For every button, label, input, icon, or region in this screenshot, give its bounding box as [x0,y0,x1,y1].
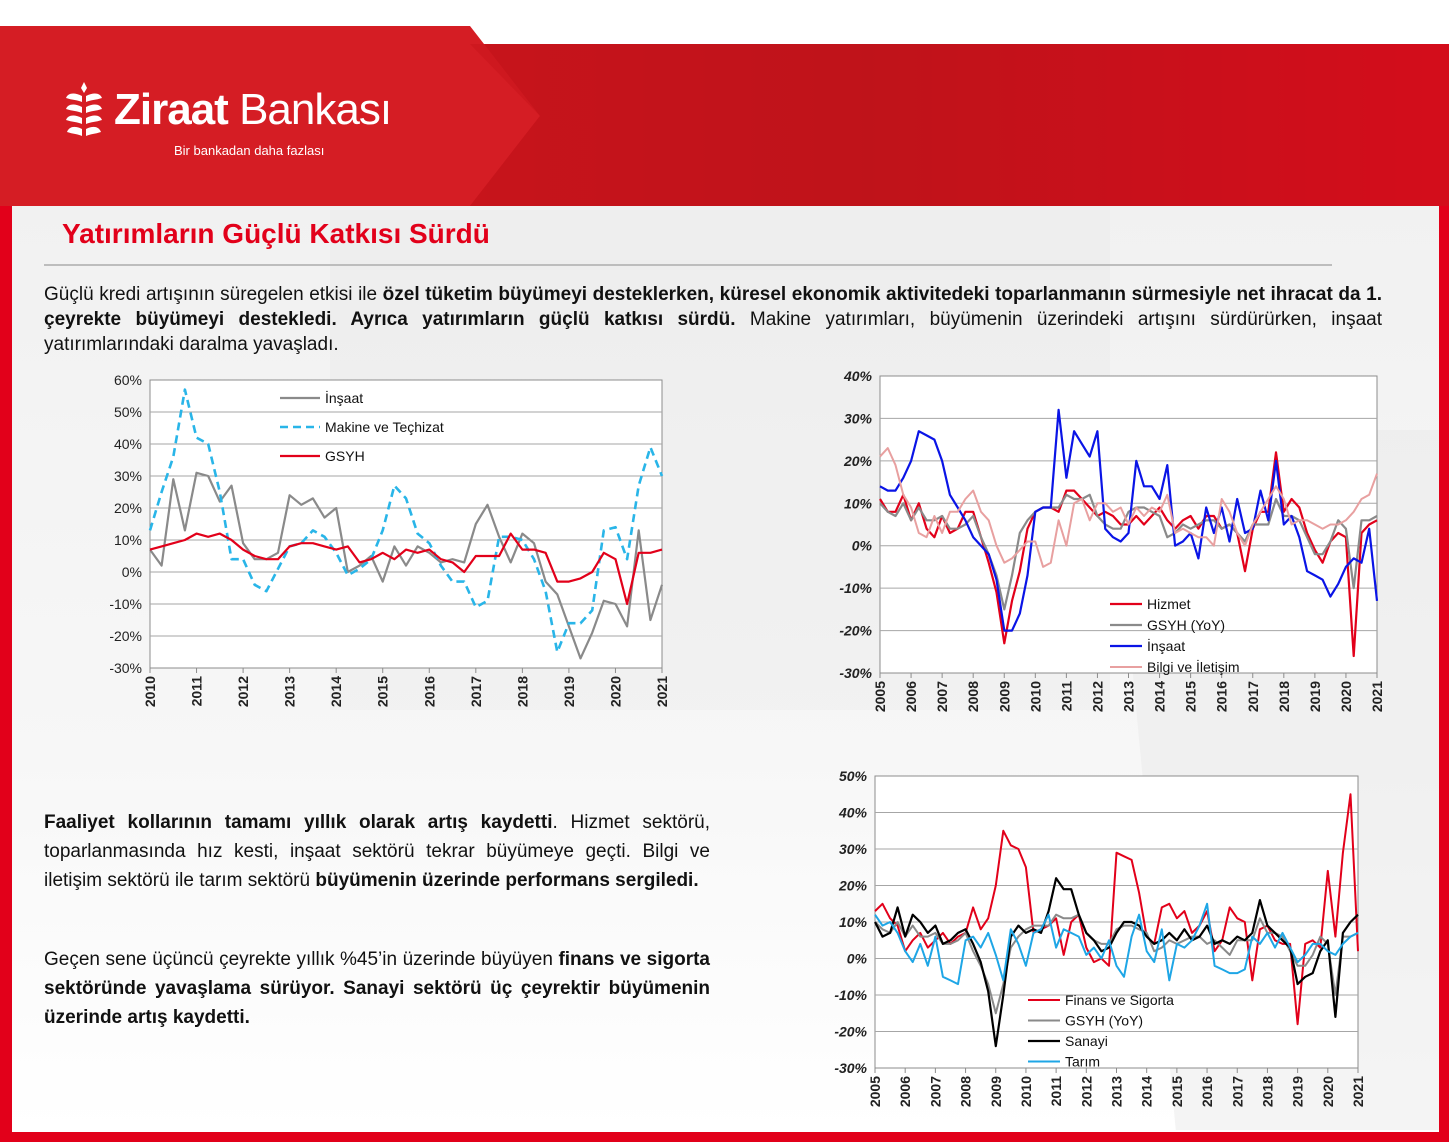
y-tick-label: -10% [834,987,867,1003]
x-tick-label: 2008 [965,681,982,713]
x-tick-label: 2021 [654,676,670,708]
y-tick-label: 40% [843,368,872,384]
y-tick-label: 10% [838,914,867,930]
y-tick-label: 0% [851,537,872,554]
y-tick-label: 30% [113,468,142,484]
y-tick-label: -20% [109,628,142,644]
legend-label: Hizmet [1147,596,1191,612]
x-tick-label: 2014 [328,676,345,708]
x-tick-label: 2011 [188,676,205,707]
x-tick-label: 2016 [1213,681,1230,713]
x-tick-label: 2013 [1108,1076,1125,1108]
legend-label: İnşaat [325,390,364,406]
x-tick-label: 2014 [1151,681,1168,713]
intro-text: Güçlü kredi artışının süregelen etkisi ile [44,284,383,305]
x-tick-label: 2005 [872,681,888,713]
y-tick-label: 50% [838,768,867,784]
x-tick-label: 2017 [467,676,484,708]
x-tick-label: 2006 [897,1076,914,1108]
x-tick-label: 2009 [996,681,1013,713]
x-tick-label: 2012 [1078,1076,1095,1108]
y-tick-label: -10% [109,596,142,612]
x-tick-label: 2007 [927,1076,944,1108]
y-tick-label: 30% [843,410,872,427]
x-tick-label: 2014 [1138,1076,1155,1108]
y-tick-label: -20% [839,622,872,639]
x-tick-label: 2015 [1182,681,1199,713]
y-tick-label: 50% [113,404,142,420]
y-tick-label: 0% [846,950,867,967]
frame-border-right [1439,200,1449,1142]
brand-logo [64,80,391,140]
para-text-bold: Faaliyet kollarının tamamı yıllık olarak artış kaydetti [44,812,553,833]
x-tick-label: 2019 [1289,1076,1306,1108]
legend-label: GSYH (YoY) [1147,617,1226,633]
x-tick-label: 2007 [934,681,951,713]
x-tick-label: 2018 [1259,1076,1276,1108]
legend-label: GSYH [325,448,365,464]
x-tick-label: 2018 [514,676,531,708]
title-divider [44,264,1332,266]
y-tick-label: 20% [843,452,872,469]
wheat-icon [64,80,104,140]
para-text: . Hizmet sektörü, toparlanmasında hız kesti, inşaat sektörü tekrar büyümeye geçti. Bilgi ve iletişim sektörü ile tarım sektörü [44,812,710,891]
x-tick-label: 2013 [281,676,298,708]
frame-border-bottom [0,1132,1449,1142]
x-tick-label: 2019 [1306,681,1323,713]
chart-investment [90,368,680,718]
x-tick-label: 2015 [1168,1076,1185,1108]
y-tick-label: 10% [113,532,142,548]
legend-label: Tarım [1065,1053,1100,1070]
y-tick-label: 20% [113,500,142,516]
finance-paragraph [44,945,710,1032]
y-tick-label: -30% [839,665,872,681]
x-tick-label: 2011 [1058,681,1075,712]
brand-slogan: Bir bankadan daha fazlası [174,143,325,158]
y-tick-label: 60% [113,372,142,388]
y-tick-label: -30% [834,1060,867,1076]
x-tick-label: 2018 [1275,681,1292,713]
y-tick-label: 0% [121,564,142,580]
sector-paragraph [44,808,710,895]
x-tick-label: 2021 [1369,681,1385,713]
x-tick-label: 2020 [607,676,624,708]
x-tick-label: 2013 [1120,681,1137,713]
x-tick-label: 2010 [142,676,158,708]
intro-text-bold: özel tüketim büyümeyi desteklerken, küresel ekonomik aktivitedeki toparlanmanın sürmesiyle net ihracat da 1. çeyrekte büyümeyi destekledi. Ayrıca yatırımların güçlü katkısı sürdü. [44,284,1382,330]
para-text-bold: finans ve sigorta sektöründe yavaşlama sürüyor. Sanayi sektörü üç çeyrektir büyümenin üzerinde artış kaydetti. [44,949,710,1028]
y-tick-label: 30% [838,841,867,857]
x-tick-label: 2017 [1229,1076,1246,1108]
legend-label: Bilgi ve İletişim [1147,659,1240,675]
y-tick-label: -20% [834,1023,867,1040]
y-tick-label: -30% [109,660,142,676]
para-text: Geçen sene üçüncü çeyrekte yıllık %45’in üzerinde büyüyen [44,949,559,970]
chart-sectors-industry [820,764,1390,1130]
legend-label: GSYH (YoY) [1065,1012,1144,1029]
y-tick-label: 20% [838,877,867,894]
intro-text: Makine yatırımları, büyümenin üzerindeki artışını sürdürürken, inşaat yatırımlarındaki daralma yavaşladı. [44,309,1382,355]
intro-paragraph [44,282,1382,357]
para-text-bold: büyümenin üzerinde performans sergiledi. [315,870,699,891]
frame-border-left [0,200,12,1142]
x-tick-label: 2009 [987,1076,1004,1108]
x-tick-label: 2019 [560,676,577,708]
x-tick-label: 2008 [957,1076,974,1108]
x-tick-label: 2020 [1337,681,1354,713]
x-tick-label: 2010 [1017,1076,1034,1108]
chart-sectors-services [820,364,1390,724]
x-tick-label: 2006 [903,681,920,713]
brand-name: Ziraat Bankası [114,85,392,134]
x-tick-label: 2012 [1089,681,1106,713]
x-tick-label: 2010 [1027,681,1044,713]
y-tick-label: 40% [838,804,867,821]
x-tick-label: 2021 [1350,1076,1366,1108]
x-tick-label: 2020 [1319,1076,1336,1108]
x-tick-label: 2012 [235,676,252,708]
legend-label: Finans ve Sigorta [1065,992,1174,1008]
x-tick-label: 2016 [421,676,438,708]
legend-label: Sanayi [1065,1033,1108,1049]
x-tick-label: 2016 [1199,1076,1216,1108]
x-tick-label: 2005 [867,1076,883,1108]
y-tick-label: -10% [839,580,872,597]
x-tick-label: 2011 [1048,1076,1065,1107]
y-tick-label: 10% [843,495,872,512]
x-tick-label: 2017 [1244,681,1261,713]
y-tick-label: 40% [113,436,142,452]
legend-label: Makine ve Teçhizat [325,419,444,435]
legend-label: İnşaat [1147,638,1186,654]
page-title: Yatırımların Güçlü Katkısı Sürdü [62,218,490,249]
x-tick-label: 2015 [374,676,391,708]
